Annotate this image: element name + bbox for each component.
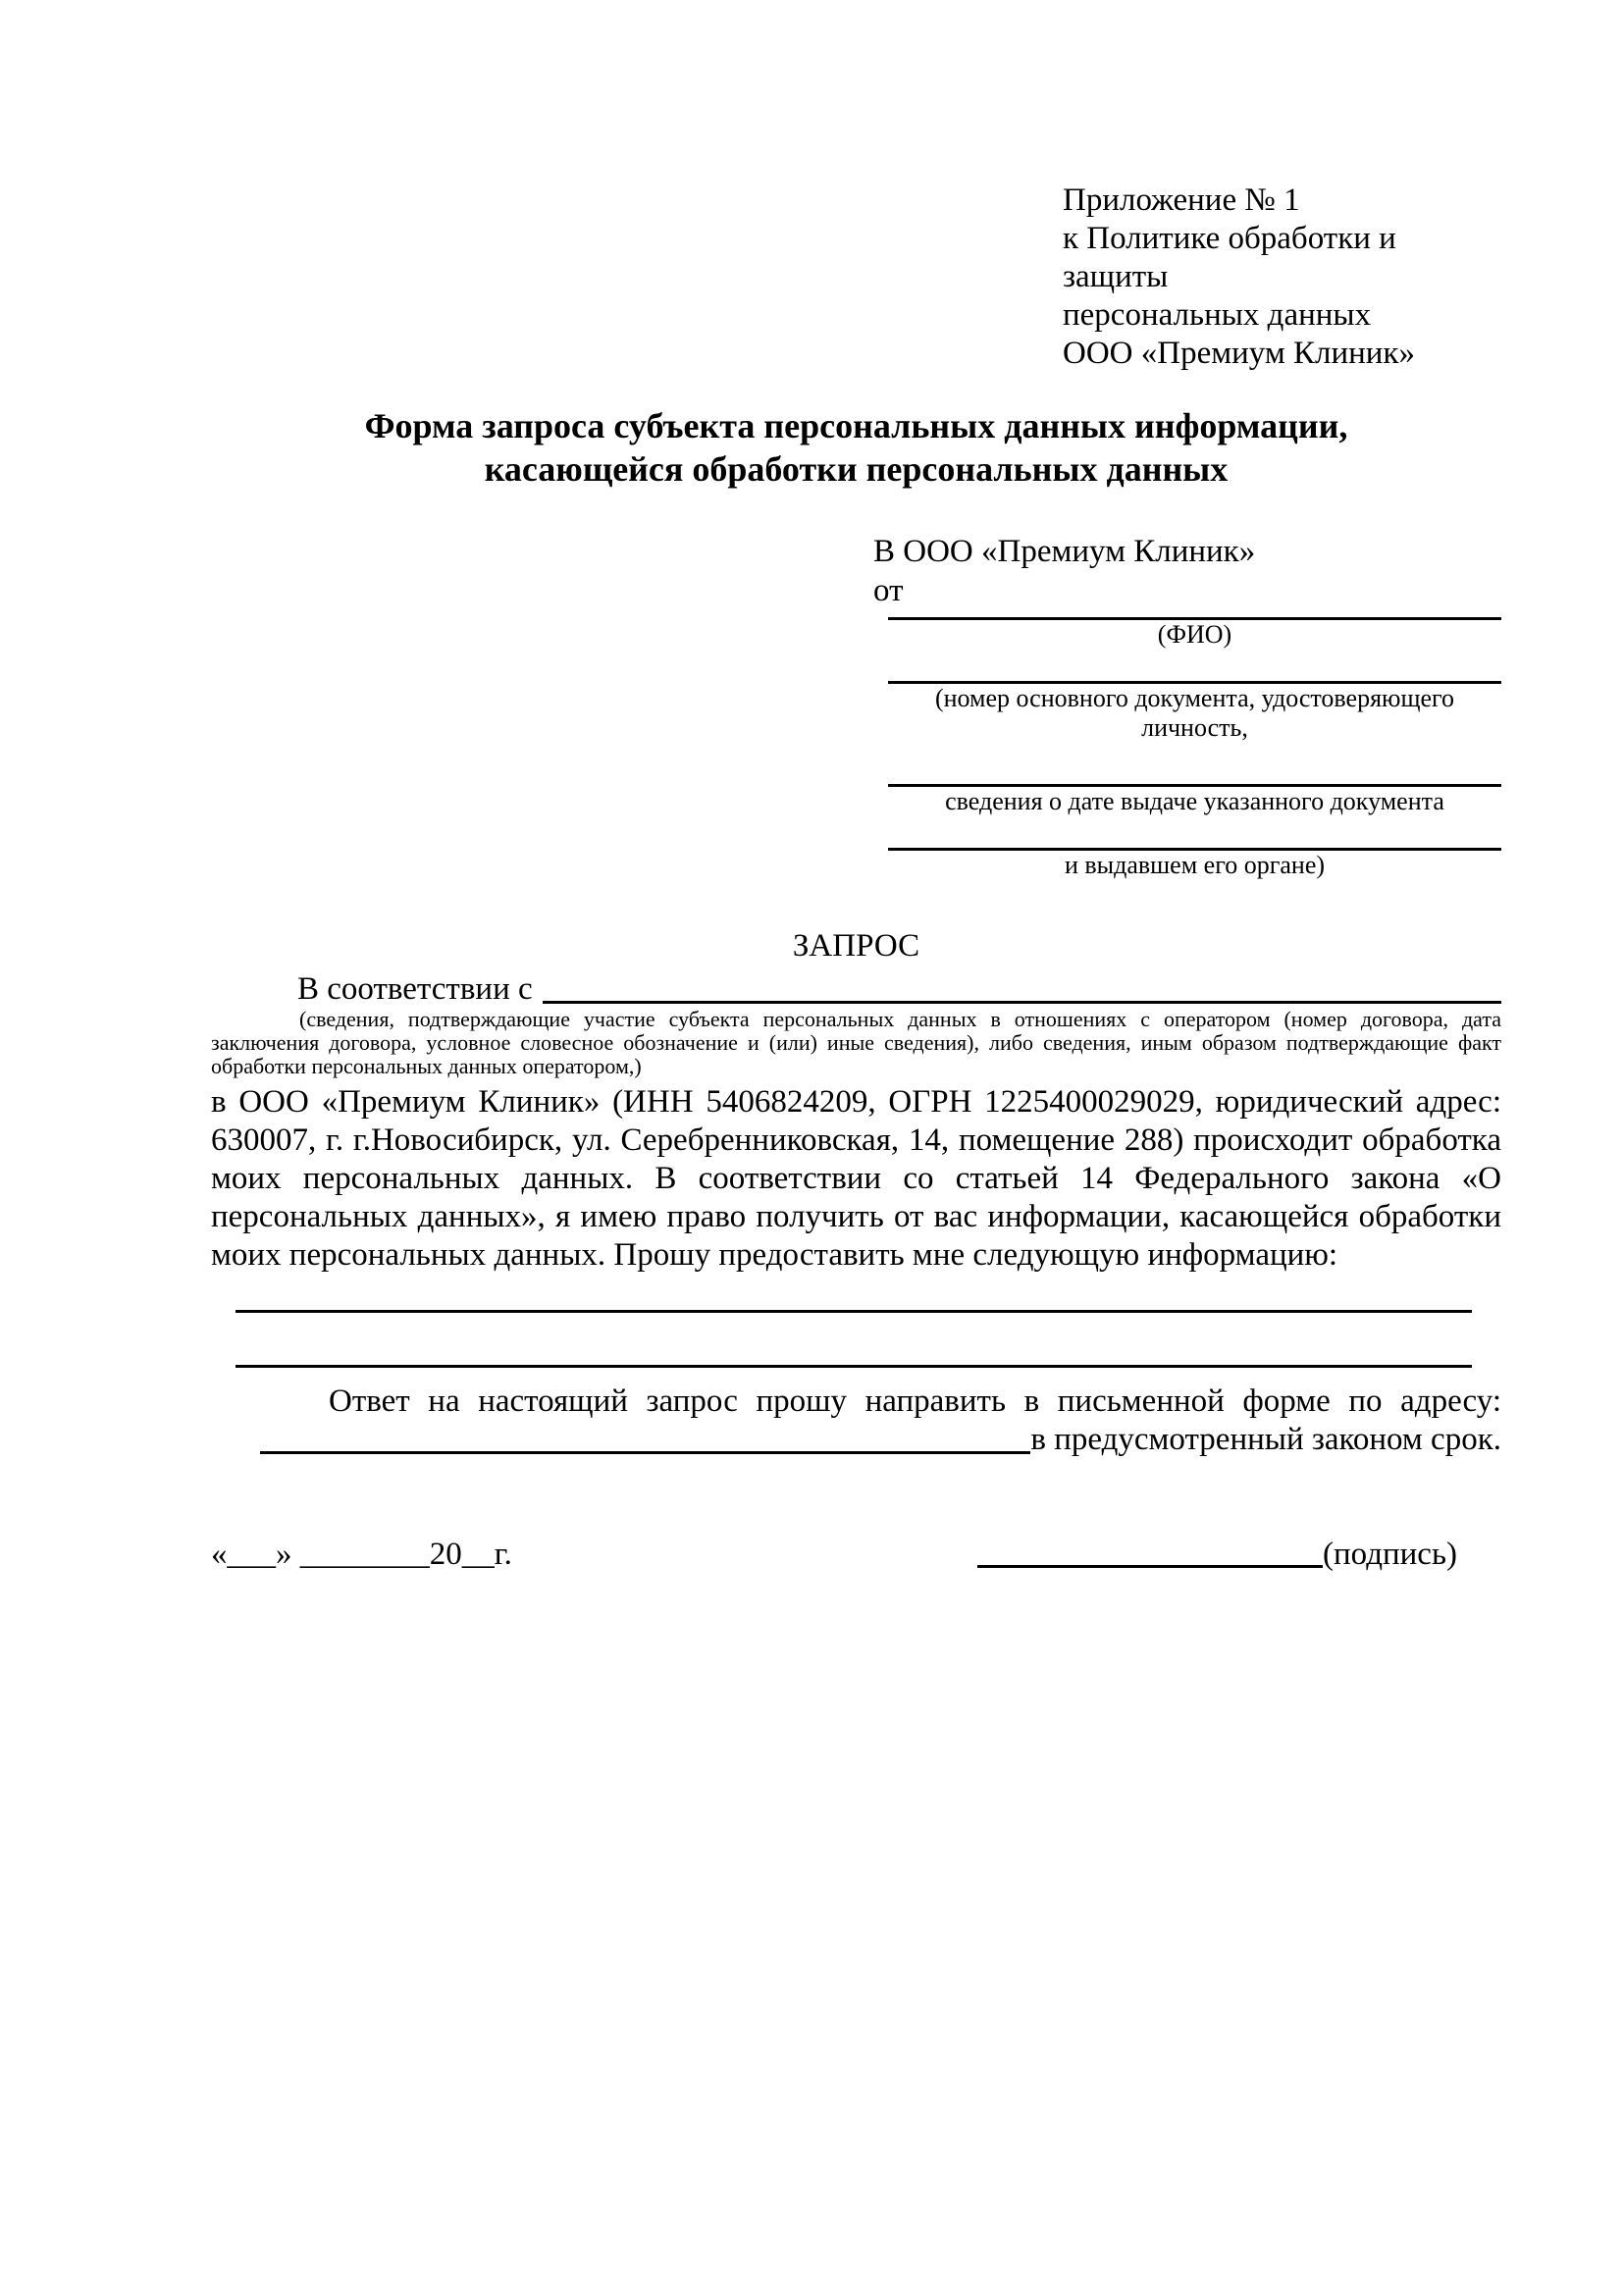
appendix-line: Приложение № 1 [1063,183,1300,218]
reply-suffix-text: в предусмотренный законом срок. [1030,1422,1501,1457]
appendix-line: к Политике обработки и защиты [1063,221,1396,294]
address-fill-line [260,1451,1030,1454]
issuing-authority-caption: и выдавшем его органе) [1064,851,1326,879]
signature-caption: (подпись) [1323,1537,1457,1572]
signature-group [977,1535,1457,1574]
request-heading: ЗАПРОС [792,928,920,964]
information-fill-line [236,1310,1472,1313]
appendix-line: персональных данных [1063,297,1372,333]
document-title [211,404,1501,491]
appendix-block [1063,182,1501,373]
document-title-line: касающейся обработки персональных данных [484,449,1229,489]
recipient-from-label: от [873,573,904,608]
request-body-text: в ООО «Премиум Клиник» (ИНН 5406824209, ОГРН 1225400029029, юридический адрес: 630007, г. г.Новосибирск, ул. Серебренниковская, 14, помещение 288) происходит обработка моих персональных данных. В соответствии со статьей 14 Федерального закона «О персональных данных», я имею право получить от вас информации, касающейся обработки моих персональных данных. Прошу предоставить мне следующую информацию: [211,1084,1501,1273]
information-fill-line [236,1365,1472,1368]
reply-instruction-text: Ответ на настоящий запрос прошу направить в письменной форме по адресу: [329,1383,1501,1419]
recipient-to: В ООО «Премиум Клиник» [873,534,1256,569]
signature-row [211,1535,1501,1574]
document-title-line: Форма запроса субъекта персональных данных информации, [364,406,1348,445]
appendix-line: ООО «Премиум Клиник» [1063,336,1415,371]
document-number-caption: (номер основного документа, удостоверяющего личность, [934,684,1455,742]
reply-address-row [211,1421,1501,1459]
signature-fill-line [977,1565,1323,1568]
intro-row [211,970,1501,1008]
issue-date-caption: сведения о дате выдаче указанного документа [945,787,1444,815]
footnote-text: (сведения, подтверждающие участие субъекта персональных данных в отношениях с оператором (номер договора, дата заключения договора, условное словесное обозначение и (или) иные сведения), либо сведения, иным образом подтверждающие факт обработки персональных данных оператором,) [211,1007,1501,1078]
document-content [211,0,1501,1574]
fio-caption: (ФИО) [1157,620,1232,649]
intro-label: В соответствии с [297,971,533,1007]
recipient-block [873,532,1501,880]
basis-fill-line [543,1001,1501,1004]
date-fill-text: «___» ________20__г. [211,1537,512,1572]
